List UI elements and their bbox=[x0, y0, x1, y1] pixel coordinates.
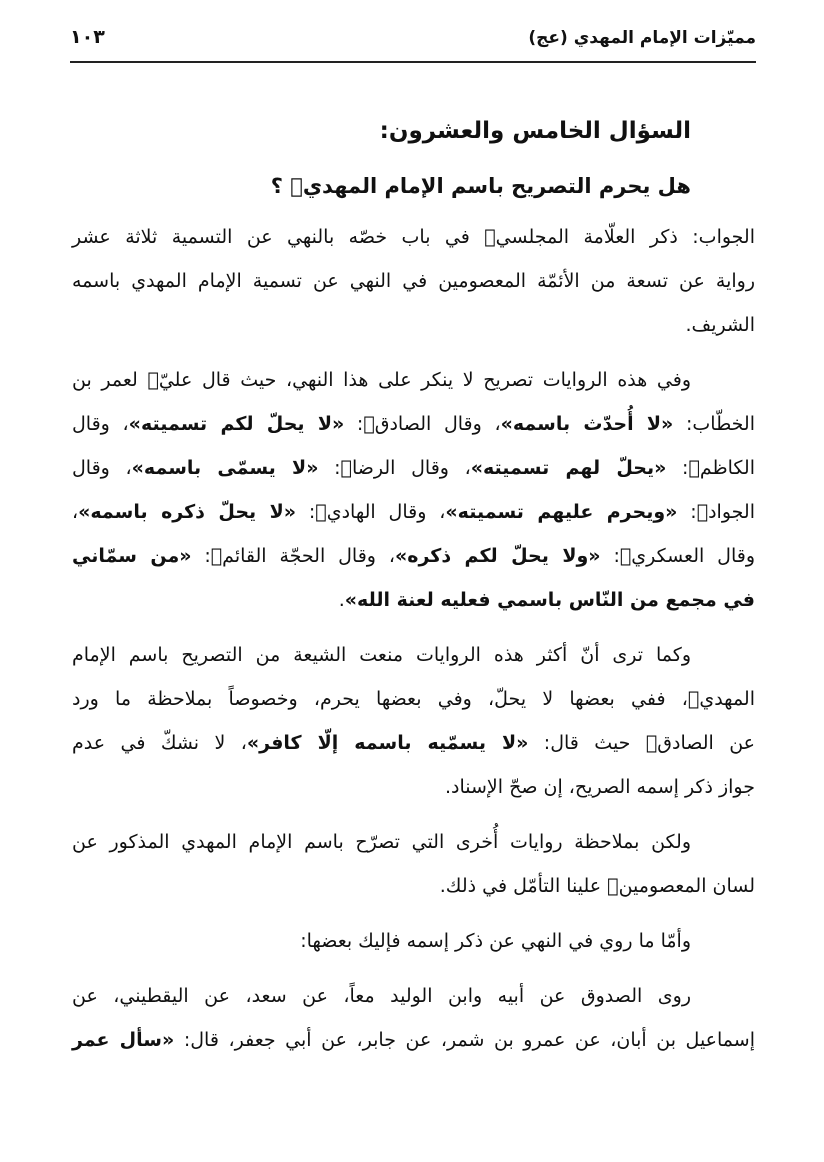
text-segment: عن الصادقؑ حيث قال: bbox=[528, 732, 755, 754]
text-segment: روى الصدوق عن أبيه وابن الوليد معاً، عن سعد، عن اليقطيني، عن bbox=[72, 985, 691, 1007]
text-segment: ، وقال الهاديؑ: bbox=[296, 501, 446, 523]
text-line bbox=[72, 578, 755, 622]
quoted-hadith: في مجمع من النّاس باسمي فعليه لعنة الله» bbox=[344, 589, 755, 611]
paragraph bbox=[72, 358, 755, 622]
quoted-hadith: «من سمّاني bbox=[72, 545, 192, 567]
text-segment: ، وقال الرضاؑ: bbox=[318, 457, 471, 479]
text-line bbox=[72, 919, 755, 963]
text-segment: ، bbox=[72, 501, 79, 523]
text-line bbox=[72, 1018, 755, 1062]
text-segment: . bbox=[338, 589, 345, 611]
text-line bbox=[72, 303, 755, 347]
text-line bbox=[72, 721, 755, 765]
text-segment: الكاظمؑ: bbox=[666, 457, 755, 479]
text-line bbox=[72, 446, 755, 490]
text-segment: وكما ترى أنّ أكثر هذه الروايات منعت الشيعة من التصريح باسم الإمام bbox=[72, 644, 691, 666]
text-segment: الشريف. bbox=[685, 314, 755, 336]
paragraph bbox=[72, 820, 755, 908]
text-segment: المهديؑ، ففي بعضها لا يحلّ، وفي بعضها يحرم، وخصوصاً بملاحظة ما ورد bbox=[72, 688, 755, 710]
text-line bbox=[72, 259, 755, 303]
text-segment: وفي هذه الروايات تصريح لا ينكر على هذا النهي، حيث قال عليّؑ لعمر بن bbox=[72, 369, 691, 391]
text-segment: ، وقال bbox=[72, 457, 132, 479]
text-line bbox=[72, 490, 755, 534]
text-segment: ، لا نشكّ في عدم bbox=[72, 732, 247, 754]
text-line bbox=[72, 215, 755, 259]
page-body bbox=[72, 105, 755, 1062]
book-title: مميّزات الإمام المهدي (عج) bbox=[528, 28, 756, 48]
text-line bbox=[72, 974, 755, 1018]
text-segment: ، وقال bbox=[72, 413, 129, 435]
text-segment: ، وقال الحجّة القائمؑ: bbox=[191, 545, 395, 567]
quoted-hadith: «لا يحلّ لكم تسميته» bbox=[128, 413, 345, 435]
text-line bbox=[72, 820, 755, 864]
quoted-hadith: «سأل عمر bbox=[72, 1029, 175, 1051]
text-segment: الجوادؑ: bbox=[677, 501, 755, 523]
text-segment: وأمّا ما روي في النهي عن ذكر إسمه فإليك بعضها: bbox=[300, 930, 691, 952]
text-segment: وقال العسكريؑ: bbox=[600, 545, 755, 567]
text-line bbox=[72, 534, 755, 578]
text-line bbox=[72, 633, 755, 677]
text-line bbox=[72, 402, 755, 446]
page-number: ١٠٣ bbox=[70, 26, 105, 48]
text-line bbox=[72, 677, 755, 721]
header-rule bbox=[70, 61, 756, 63]
quoted-hadith: «يحلّ لهم تسميته» bbox=[470, 457, 667, 479]
text-segment: ، وقال الصادقؑ: bbox=[344, 413, 501, 435]
text-segment: إسماعيل بن أبان، عن عمرو بن شمر، عن جابر، عن أبي جعفر، قال: bbox=[174, 1029, 755, 1051]
question-heading: السؤال الخامس والعشرون: bbox=[379, 118, 691, 144]
paragraph bbox=[72, 215, 755, 347]
text-line bbox=[72, 765, 755, 809]
text-segment: رواية عن تسعة من الأئمّة المعصومين في النهي عن تسمية الإمام المهدي باسمه bbox=[72, 270, 755, 292]
text-segment: الخطّاب: bbox=[673, 413, 755, 435]
quoted-hadith: «لا يحلّ ذكره باسمه» bbox=[78, 501, 297, 523]
text-line bbox=[72, 358, 755, 402]
quoted-hadith: «لا أُحدّث باسمه» bbox=[500, 413, 674, 435]
text-segment: الجواب: ذكر العلّامة المجلسيؒ في باب خصّه بالنهي عن التسمية ثلاثة عشر bbox=[72, 226, 755, 248]
text-line bbox=[72, 864, 755, 908]
quoted-hadith: «ويحرم عليهم تسميته» bbox=[445, 501, 678, 523]
running-header bbox=[70, 20, 756, 60]
quoted-hadith: «ولا يحلّ لكم ذكره» bbox=[394, 545, 601, 567]
paragraph bbox=[72, 919, 755, 963]
quoted-hadith: «لا يسمّى باسمه» bbox=[131, 457, 319, 479]
question-subheading: هل يحرم التصريح باسم الإمام المهديؑ ؟ bbox=[270, 174, 691, 198]
paragraphs bbox=[72, 215, 755, 1062]
text-segment: لسان المعصومينؑ علينا التأمّل في ذلك. bbox=[439, 875, 755, 897]
paragraph bbox=[72, 974, 755, 1062]
paragraph bbox=[72, 633, 755, 809]
text-segment: ولكن بملاحظة روايات أُخرى التي تصرّح باسم الإمام المهدي المذكور عن bbox=[72, 831, 691, 853]
quoted-hadith: «لا يسمّيه باسمه إلّا كافر» bbox=[246, 732, 529, 754]
text-segment: جواز ذكر إسمه الصريح، إن صحّ الإسناد. bbox=[444, 776, 755, 798]
